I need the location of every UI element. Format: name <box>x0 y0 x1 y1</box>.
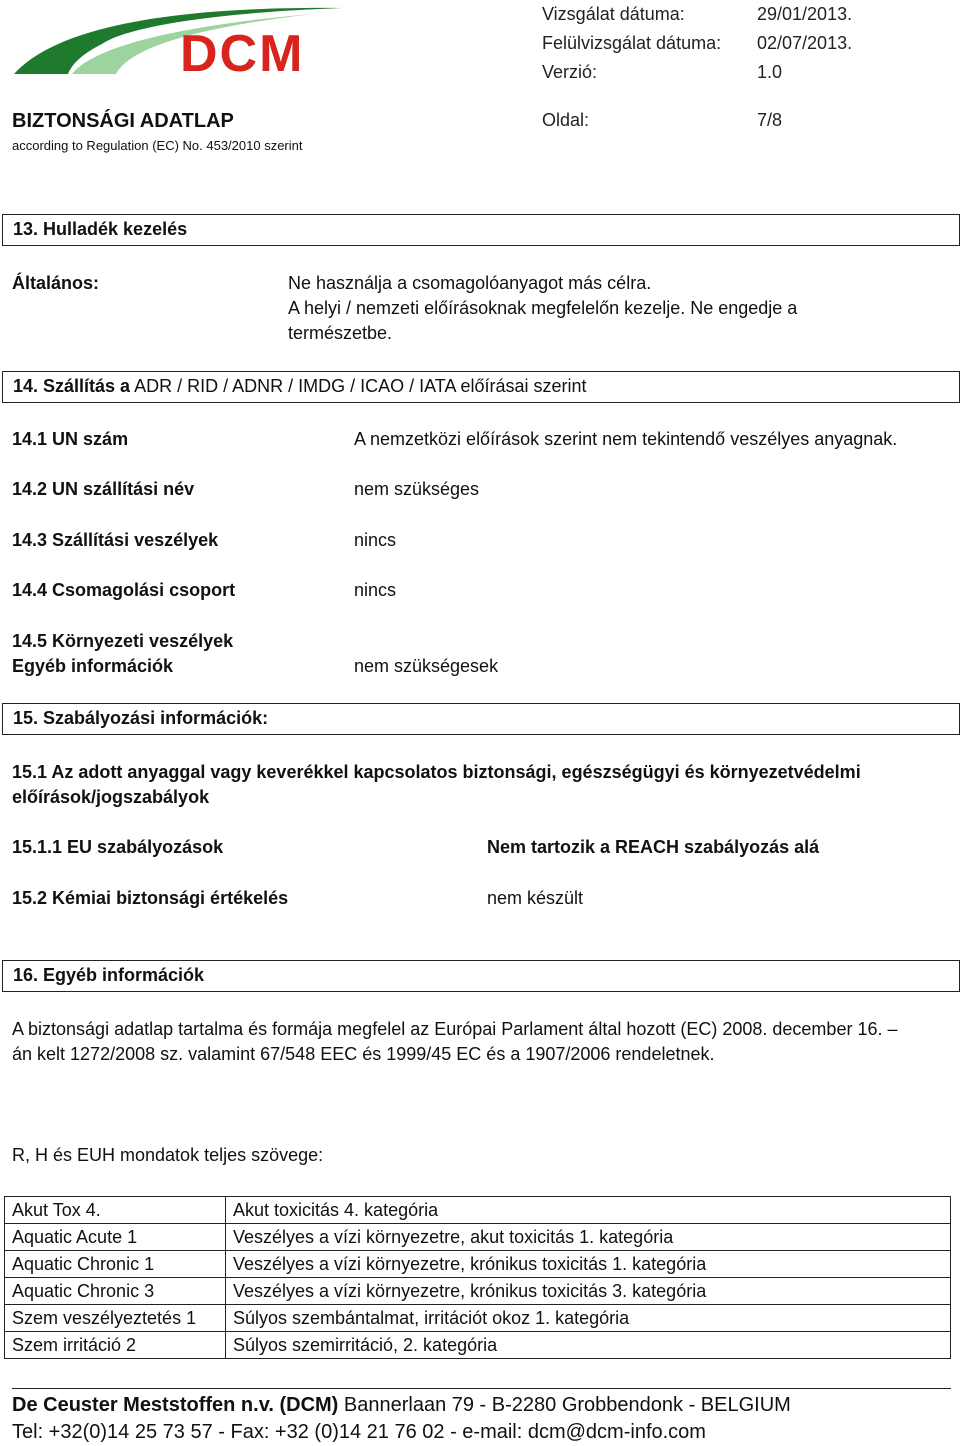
s15-csa-label: 15.2 Kémiai biztonsági értékelés <box>12 888 289 908</box>
phrase-text: Veszélyes a vízi környezetre, akut toxicitás 1. kategória <box>226 1224 951 1251</box>
s15-eu-value: Nem tartozik a REACH szabályozás alá <box>487 837 820 857</box>
document-title: BIZTONSÁGI ADATLAP <box>12 110 234 132</box>
s15-sub-line-2: előírások/jogszabályok <box>12 787 210 807</box>
table-row <box>5 1251 951 1278</box>
phrase-code: Aquatic Chronic 3 <box>5 1278 226 1305</box>
phrase-text: Súlyos szembántalmat, irritációt okoz 1. kategória <box>226 1305 951 1332</box>
s14-env-label: 14.5 Környezeti veszélyek <box>12 631 234 651</box>
phrase-text: Veszélyes a vízi környezetre, krónikus toxicitás 3. kategória <box>226 1278 951 1305</box>
meta-label-version: Verzió: <box>542 62 598 82</box>
phrase-text: Veszélyes a vízi környezetre, krónikus toxicitás 1. kategória <box>226 1251 951 1278</box>
footer-address: Bannerlaan 79 - B-2280 Grobbendonk - BELGIUM <box>338 1394 791 1416</box>
s13-general-label: Általános: <box>12 273 100 293</box>
section-16-heading-box <box>2 960 960 992</box>
s14-heading-bold: 14. Szállítás a <box>13 376 131 396</box>
footer-company-name: De Ceuster Meststoffen n.v. (DCM) <box>12 1394 339 1416</box>
s16-paragraph-line-2: án kelt 1272/2008 sz. valamint 67/548 EEC és 1999/45 EC és a 1907/2006 rendeletnek. <box>12 1044 715 1064</box>
phrase-code: Aquatic Acute 1 <box>5 1224 226 1251</box>
s14-row-4-value: nincs <box>354 580 397 600</box>
s13-line-3: természetbe. <box>288 323 393 343</box>
meta-value-page: 7/8 <box>757 110 783 130</box>
meta-value-review-date: 02/07/2013. <box>757 33 853 53</box>
s14-row-2-label-rest: UN szállítási név <box>47 479 195 499</box>
dcm-logo <box>12 2 342 82</box>
s14-row-1-label-bold: 14.1 <box>12 429 48 449</box>
s16-phrases-title: R, H és EUH mondatok teljes szövege: <box>12 1145 324 1165</box>
section-13-heading: 13. Hulladék kezelés <box>13 219 188 239</box>
phrase-code: Szem irritáció 2 <box>5 1332 226 1359</box>
regulation-note: according to Regulation (EC) No. 453/2010 szerint <box>12 138 303 153</box>
table-row <box>5 1224 951 1251</box>
s13-line-1: Ne használja a csomagolóanyagot más célra. <box>288 273 652 293</box>
section-15-heading: 15. Szabályozási információk: <box>13 708 269 728</box>
s14-heading-rest: ADR / RID / ADNR / IMDG / ICAO / IATA előírásai szerint <box>130 376 587 396</box>
meta-label-exam-date: Vizsgálat dátuma: <box>542 4 685 24</box>
phrase-code: Aquatic Chronic 1 <box>5 1251 226 1278</box>
phrase-text: Súlyos szemirritáció, 2. kategória <box>226 1332 951 1359</box>
s14-row-3-label: 14.3 Szállítási veszélyek <box>12 530 219 550</box>
phrase-text: Akut toxicitás 4. kategória <box>226 1197 951 1224</box>
s14-row-4-label: 14.4 Csomagolási csoport <box>12 580 236 600</box>
s14-other-value: nem szükségesek <box>354 656 499 676</box>
table-row <box>5 1197 951 1224</box>
s14-row-1-label-rest: UN szám <box>47 429 129 449</box>
section-15-heading-box <box>2 703 960 735</box>
meta-label-review-date: Felülvizsgálat dátuma: <box>542 33 722 53</box>
s14-row-2-label-bold: 14.2 <box>12 479 48 499</box>
phrase-code: Szem veszélyeztetés 1 <box>5 1305 226 1332</box>
s14-row-3-value: nincs <box>354 530 397 550</box>
section-13-heading-box <box>2 214 960 246</box>
s15-eu-label: 15.1.1 EU szabályozások <box>12 837 224 857</box>
footer-company-line <box>12 1392 791 1418</box>
s13-line-2: A helyi / nemzeti előírásoknak megfelelőn kezelje. Ne engedje a <box>288 298 798 318</box>
phrase-code: Akut Tox 4. <box>5 1197 226 1224</box>
s14-other-label: Egyéb információk <box>12 656 174 676</box>
hazard-phrases-table <box>4 1196 951 1359</box>
s15-csa-value: nem készült <box>487 888 584 908</box>
s14-row-2-value: nem szükséges <box>354 479 480 499</box>
meta-value-exam-date: 29/01/2013. <box>757 4 853 24</box>
section-14-heading <box>13 376 587 397</box>
s14-row-1-label <box>12 427 128 452</box>
s16-paragraph-line-1: A biztonsági adatlap tartalma és formája megfelel az Európai Parlament által hozott (EC) 2008. december 16. – <box>12 1019 898 1039</box>
section-16-heading: 16. Egyéb információk <box>13 965 205 985</box>
meta-value-version: 1.0 <box>757 62 783 82</box>
table-row <box>5 1305 951 1332</box>
meta-label-page: Oldal: <box>542 110 590 130</box>
table-row <box>5 1332 951 1359</box>
table-row <box>5 1278 951 1305</box>
section-14-heading-box <box>2 371 960 403</box>
s14-row-1-value: A nemzetközi előírások szerint nem tekintendő veszélyes anyagnak. <box>354 429 898 449</box>
s14-row-2-label <box>12 477 194 502</box>
s15-sub-line-1: 15.1 Az adott anyaggal vagy keverékkel kapcsolatos biztonsági, egészségügyi és környezetvédelmi <box>12 762 861 782</box>
logo-wordmark: DCM <box>180 25 305 83</box>
footer-contact: Tel: +32(0)14 25 73 57 - Fax: +32 (0)14 21 76 02 - e-mail: dcm@dcm-info.com <box>12 1421 706 1443</box>
footer-divider <box>12 1388 951 1389</box>
